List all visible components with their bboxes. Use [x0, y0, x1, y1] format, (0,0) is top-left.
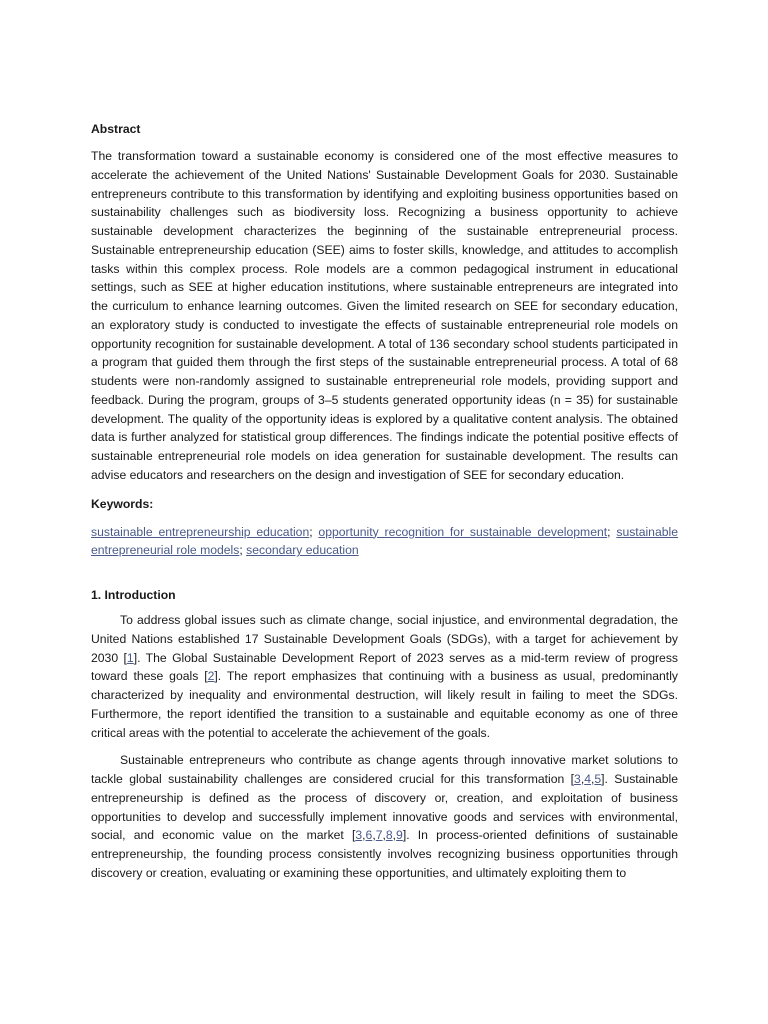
- citation-link[interactable]: 8: [385, 828, 393, 843]
- citation-comma: ,: [372, 828, 376, 843]
- keyword-link[interactable]: sustainable entrepreneurship education: [91, 524, 310, 539]
- citation-link[interactable]: 3: [355, 828, 363, 843]
- citation-link[interactable]: 4: [584, 772, 591, 786]
- paragraph-text: To address global issues such as climate change, social injustice, and environmental degradation, the United Nations established 17 Sustainable Development Goals (SDGs), with a target for achievement by 2030 [: [91, 613, 678, 665]
- citation-link[interactable]: 5: [594, 772, 602, 786]
- keyword-link[interactable]: sustainable entrepreneurial role models: [91, 524, 679, 558]
- intro-paragraph-2: [91, 751, 678, 882]
- paragraph-text: ]. The Global Sustainable Development Report of 2023 serves as a mid-term review of progress toward these goals [: [91, 650, 679, 684]
- section-heading-introduction: 1. Introduction: [91, 588, 176, 602]
- citation-comma: ,: [382, 828, 386, 843]
- paragraph-text: ]. Sustainable entrepreneurship is defined as the process of discovery or, creation, and exploitation of business opportunities to develop and successfully implement innovative goods and services with environmental, social, and economic value on the market [: [91, 772, 678, 843]
- citation-link[interactable]: 3: [574, 772, 581, 786]
- paragraph-text: Sustainable entrepreneurs who contribute as change agents through innovative market solutions to tackle global sustainability challenges are considered crucial for this transformation [: [91, 753, 678, 786]
- keywords-list: [91, 523, 678, 561]
- keyword-link[interactable]: secondary education: [246, 543, 359, 558]
- keyword-separator: ;: [607, 524, 611, 539]
- citation-comma: ,: [580, 772, 585, 786]
- citation-link[interactable]: 1: [126, 650, 134, 665]
- abstract-heading: Abstract: [91, 122, 141, 136]
- citation-link[interactable]: 9: [396, 828, 403, 843]
- abstract-text: The transformation toward a sustainable economy is considered one of the most effective measures to accelerate the achievement of the United Nations' Sustainable Development Goals for 2030. Sustainable entrepreneurs contribute to this transformation by identifying and exploiting business opportunities based on sustainability challenges such as biodiversity loss. Recognizing a business opportunity to achieve sustainable development characterizes the beginning of the sustainable entrepreneurial process. Sustainable entrepreneurship education (SEE) aims to foster skills, knowledge, and attitudes to accomplish tasks within this complex process. Role models are a common pedagogical instrument in educational settings, such as SEE at higher education institutions, where sustainable entrepreneurs are integrated into the curriculum to enhance learning outcomes. Given the limited research on SEE for secondary education, an exploratory study is conducted to investigate the effects of sustainable entrepreneurial role models on opportunity recognition for sustainable development. A total of 136 secondary school students participated in a program that guided them through the first steps of the sustainable entrepreneurial process. A total of 68 students were non-randomly assigned to sustainable entrepreneurial role models, providing support and feedback. During the program, groups of 3–5 students generated opportunity ideas (n = 35) for sustainable development. The quality of the opportunity ideas is explored by a qualitative content analysis. The obtained data is further analyzed for statistical group differences. The findings indicate the potential positive effects of sustainable entrepreneurial role models on idea generation for sustainable development. The results can advise educators and researchers on the design and investigation of SEE for secondary education.: [91, 149, 678, 482]
- paragraph-text: ]. In process-oriented definitions of sustainable entrepreneurship, the founding process consistently involves recognizing business opportunities through discovery or creation, evaluating or examining these opportunities, and ultimately exploiting them to: [91, 828, 678, 880]
- citation-comma: ,: [362, 828, 366, 843]
- citation-comma: ,: [590, 772, 595, 786]
- citation-comma: ,: [392, 828, 397, 843]
- citation-link[interactable]: 6: [365, 828, 373, 843]
- keywords-heading: Keywords:: [91, 496, 154, 511]
- citation-link[interactable]: 2: [207, 669, 215, 684]
- paragraph-text: ]. The report emphasizes that continuing with a business as usual, predominantly characterized by inequality and environmental destruction, will likely result in failing to meet the SDGs. Furthermore, the report identified the transition to a sustainable and equitable economy as one of three critical areas with the potential to accelerate the achievement of the goals.: [91, 669, 678, 740]
- keyword-link[interactable]: opportunity recognition for sustainable development: [318, 524, 608, 539]
- intro-paragraph-1: [91, 611, 678, 742]
- keyword-separator: ;: [309, 524, 313, 539]
- citation-link[interactable]: 7: [375, 828, 383, 843]
- keyword-separator: ;: [239, 543, 243, 558]
